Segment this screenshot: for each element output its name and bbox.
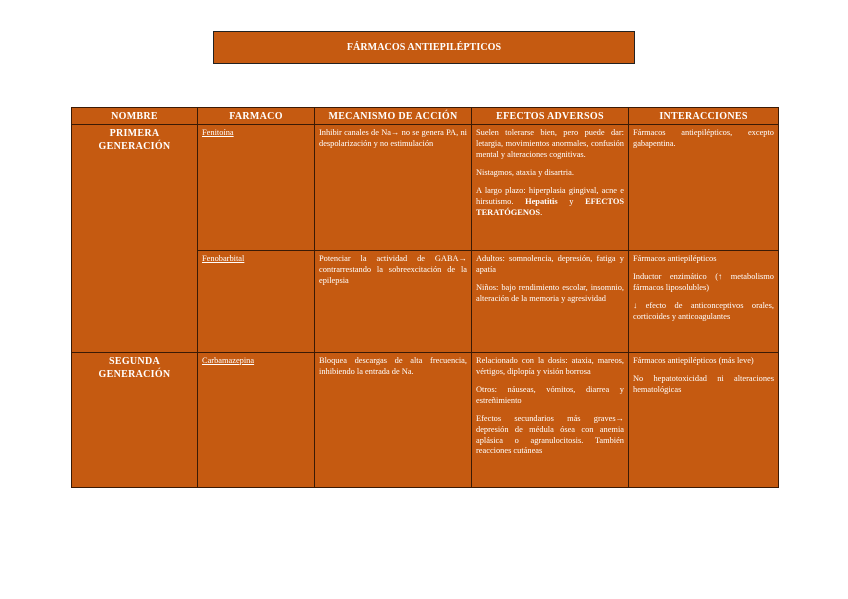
interaction-text: No hepatotoxicidad ni alteraciones hematológicas: [633, 373, 774, 394]
adverse-effect-text: Efectos secundarios más graves→ depresión de médula ósea con anemia aplásica o agranulocitosis. También reacciones cutáneas: [476, 413, 624, 456]
adverse-effect-text: Niños: bajo rendimiento escolar, insomnio, alteración de la memoria y agresividad: [476, 282, 624, 303]
drug-name[interactable]: Fenobarbital: [198, 251, 315, 353]
mechanism-cell: Inhibir canales de Na→ no se genera PA, ni despolarización y no estimulación: [315, 125, 472, 251]
page-title: FÁRMACOS ANTIEPILÉPTICOS: [213, 31, 635, 64]
header-nombre: NOMBRE: [72, 108, 198, 125]
header-mecanismo: MECANISMO DE ACCIÓN: [315, 108, 472, 125]
interactions-cell: [629, 251, 779, 353]
table-header-row: [72, 108, 779, 125]
drug-name[interactable]: Carbamazepina: [198, 353, 315, 488]
header-interacciones: INTERACCIONES: [629, 108, 779, 125]
header-efectos: EFECTOS ADVERSOS: [472, 108, 629, 125]
table-row: [72, 125, 779, 251]
interaction-text: Inductor enzimático (↑ metabolismo fármacos liposolubles): [633, 271, 774, 292]
interaction-text: Fármacos antiepilépticos (más leve): [633, 356, 754, 365]
adverse-effect-text: Otros: náuseas, vómitos, diarrea y estreñimiento: [476, 384, 624, 405]
table-row: [72, 353, 779, 488]
interaction-text: Fármacos antiepilépticos, excepto gabapentina.: [633, 128, 774, 148]
interactions-cell: [629, 125, 779, 251]
generation-cell: SEGUNDA GENERACIÓN: [72, 353, 198, 488]
adverse-effects-cell: [472, 353, 629, 488]
interaction-text: Fármacos antiepilépticos: [633, 254, 717, 263]
drug-name[interactable]: Fenitoína: [198, 125, 315, 251]
drug-table: [71, 107, 779, 488]
adverse-effect-text: Suelen tolerarse bien, pero puede dar: letargia, movimientos anormales, confusión mental y alteraciones cognitivas.: [476, 128, 624, 159]
adverse-effect-text: Adultos: somnolencia, depresión, fatiga y apatía: [476, 254, 624, 274]
adverse-effect-text: Nistagmos, ataxia y disartria.: [476, 167, 574, 177]
adverse-effect-text: A largo plazo: hiperplasia gingival, acne e hirsutismo. Hepatitis y EFECTOS TERATÓGENOS.: [476, 185, 625, 217]
mechanism-cell: Potenciar la actividad de GABA→ contrarrestando la sobreexcitación de la epilepsia: [315, 251, 472, 353]
interaction-text: ↓ efecto de anticonceptivos orales, corticoides y anticoagulantes: [633, 300, 774, 321]
adverse-effects-cell: [472, 251, 629, 353]
interactions-cell: [629, 353, 779, 488]
generation-cell: PRIMERA GENERACIÓN: [72, 125, 198, 353]
mechanism-cell: Bloquea descargas de alta frecuencia, inhibiendo la entrada de Na.: [315, 353, 472, 488]
adverse-effect-text: Relacionado con la dosis: ataxia, mareos, vértigos, diplopía y visión borrosa: [476, 356, 624, 376]
adverse-effects-cell: [472, 125, 629, 251]
header-farmaco: FARMACO: [198, 108, 315, 125]
